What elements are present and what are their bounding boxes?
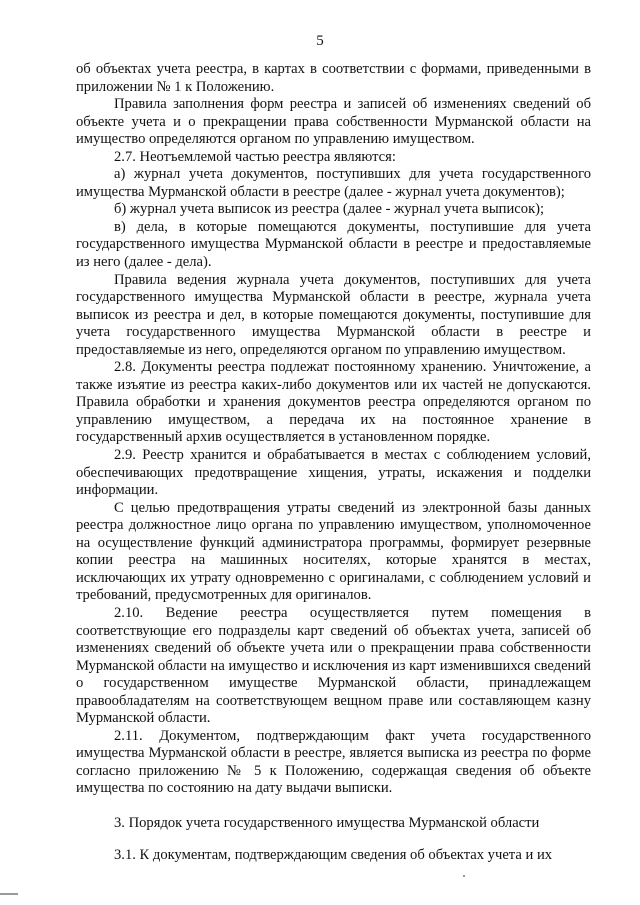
paragraph-2-9: 2.9. Реестр хранится и обрабатывается в местах с соблюдением условий, обеспечивающих предотвращение хищения, утраты, искажения и подделки информации. <box>76 447 591 499</box>
paragraph-form-rules: Правила заполнения форм реестра и записей об изменениях сведений об объекте учета и о прекращении права собственности Мурманской области на имущество определяются органом по управлению имуществом. <box>76 96 591 148</box>
paragraph-journal-rules: Правила ведения журнала учета документов, поступивших для учета государственного имущества Мурманской области в реестре, журнала учета выписок из реестра и дел, в которые помещаются документы, поступившие для учета государственного имущества Мурманской области в реестре и предоставляемые из него, определяются органом по управлению имуществом. <box>76 271 591 358</box>
page-number: 5 <box>316 33 324 49</box>
paragraph-2-7: 2.7. Неотъемлемой частью реестра являются: <box>114 148 396 165</box>
paragraph-backup: С целью предотвращения утраты сведений из электронной базы данных реестра должностное лицо органа по управлению имуществом, уполномоченное на осуществление функций администратора программы, формирует резервные копии реестра на машинных носителях, которые хранятся в местах, исключающих их утрату одновременно с оригиналами, с соблюдением условий и требований, предусмотренных для оригиналов. <box>76 499 591 604</box>
document-body <box>76 61 591 864</box>
scan-artifact <box>463 875 465 877</box>
paragraph-continuation: об объектах учета реестра, в картах в соответствии с формами, приведенными в приложении № 1 к Положению. <box>76 61 591 95</box>
paragraph-2-10: 2.10. Ведение реестра осуществляется путем помещения в соответствующие его подразделы карт сведений об объектах учета, записей об изменениях сведений об объекте учета или о прекращении права собственности Мурманской области на имущество и исключения из карт изменившихся сведений о государственном имуществе Мурманской области, принадлежащем правообладателям на соответствующем вещном праве или составляющем казну Мурманской области. <box>76 604 591 727</box>
section-heading: 3. Порядок учета государственного имущества Мурманской области <box>114 814 540 831</box>
spacer <box>76 833 591 847</box>
paragraph-3-1: 3.1. К документам, подтверждающим сведения об объектах учета и их <box>114 846 553 863</box>
spacer <box>76 798 591 815</box>
list-item-a: а) журнал учета документов, поступивших для учета государственного имущества Мурманской области в реестре (далее - журнал учета документов); <box>76 166 591 200</box>
list-item-b: б) журнал учета выписок из реестра (далее - журнал учета выписок); <box>114 201 545 218</box>
scan-edge-mark <box>0 893 18 895</box>
paragraph-2-11: 2.11. Документом, подтверждающим факт учета государственного имущества Мурманской области в реестре, является выписка из реестра по форме согласно приложению № 5 к Положению, содержащая сведения об объекте имущества по состоянию на дату выдачи выписки. <box>76 727 591 797</box>
paragraph-2-8: 2.8. Документы реестра подлежат постоянному хранению. Уничтожение, а также изъятие из реестра каких-либо документов или их частей не допускаются. Правила обработки и хранения документов реестра определяются органом по управлению имуществом, а передача их на постоянное хранение в государственный архив осуществляется в установленном порядке. <box>76 359 591 446</box>
list-item-c: в) дела, в которые помещаются документы, поступившие для учета государственного имущества Мурманской области в реестре и предоставляемые из него (далее - дела). <box>76 218 591 271</box>
